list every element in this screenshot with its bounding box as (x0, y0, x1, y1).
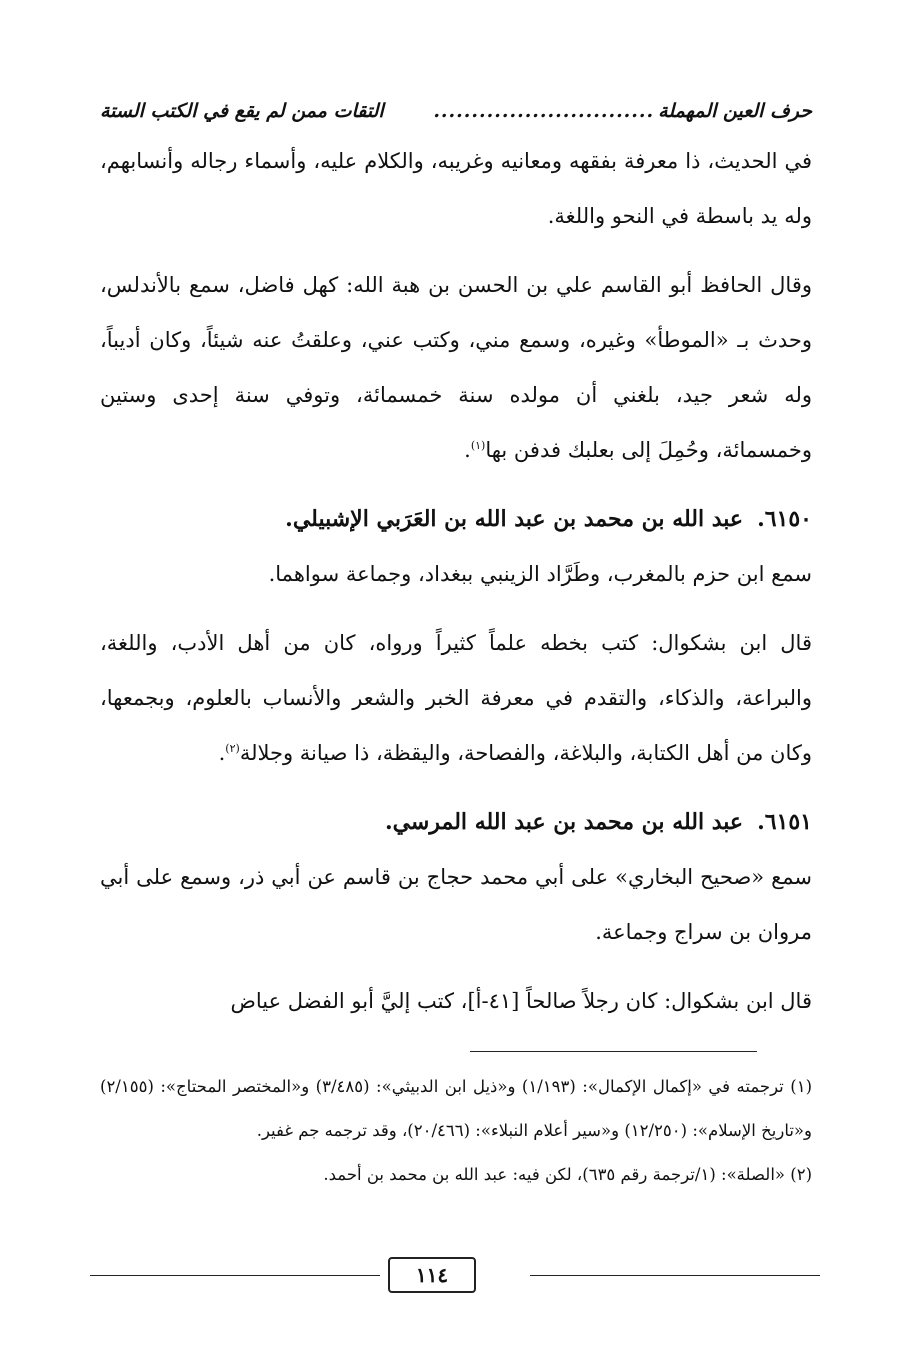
paragraph-5: سمع «صحيح البخاري» على أبي محمد حجاج بن قاسم عن أبي ذر، وسمع على أبي مروان بن سراج وجماعة. (100, 865, 812, 944)
header-dots: ............................. (433, 100, 655, 122)
running-header (100, 100, 812, 134)
footnote-1: (١) ترجمته في «إكمال الإكمال»: (١/١٩٣) و«ذيل ابن الدبيثي»: (٣/٤٨٥) و«المختصر المحتاج»: (٢/١٥٥) و«تاريخ الإسلام»: (١٢/٢٥٠) و«سير أعلام النبلاء»: (٢٠/٤٦٦)، وقد ترجمه جم غفير. (100, 1077, 812, 1140)
entry-heading-6150 (100, 492, 812, 547)
paragraph-2: وقال الحافظ أبو القاسم علي بن الحسن بن هبة الله: كهل فاضل، سمع بالأندلس، وحدث بـ «الموطأ» وغيره، وسمع مني، وكتب عني، وعلقتُ عنه شيئاً، وكان أديباً، وله شعر جيد، بلغني أن مولده سنة خمسمائة، وتوفي سنة إحدى وستين وخمسمائة، وحُمِلَ إلى بعلبك فدفن بها$^{(١)}$. (100, 273, 812, 462)
paragraph-2-text: وقال الحافظ أبو القاسم علي بن الحسن بن هبة الله: كهل فاضل، سمع بالأندلس، وحدث بـ «الموطأ» وغيره، وسمع مني، وكتب عني، وعلقتُ عنه شيئاً، وكان أديباً، وله شعر جيد، بلغني أن مولده سنة خمسمائة، وتوفي سنة إحدى وستين وخمسمائة، وحُمِلَ إلى بعلبك فدفن بها (100, 273, 812, 462)
footer-rule-right (530, 1275, 820, 1276)
entry-heading-6151 (100, 795, 812, 850)
header-book-title: التقات ممن لم يقع في الكتب الستة (100, 100, 384, 122)
entry-number: ٦١٥١. (757, 809, 812, 835)
entry-name: عبد الله بن محمد بن عبد الله المرسي. (384, 809, 744, 835)
paragraph-6: قال ابن بشكوال: كان رجلاً صالحاً [٤١-أ]، كتب إليَّ أبو الفضل عياض (230, 989, 812, 1013)
book-page (100, 100, 812, 1320)
page-number: ١١٤ (388, 1257, 476, 1293)
footer-rule-left (90, 1275, 380, 1276)
page-footer (90, 1255, 820, 1295)
footnote-ref-1[interactable]: (١) (470, 439, 486, 452)
paragraph-3: سمع ابن حزم بالمغرب، وطَرَّاد الزينبي ببغداد، وجماعة سواهما. (268, 562, 812, 586)
entry-number: ٦١٥٠. (757, 506, 812, 532)
paragraph-1: في الحديث، ذا معرفة بفقهه ومعانيه وغريبه، والكلام عليه، وأسماء رجاله وأنسابهم، وله يد باسطة في النحو واللغة. (100, 149, 812, 228)
paragraph-4: قال ابن بشكوال: كتب بخطه علماً كثيراً ورواه، كان من أهل الأدب، واللغة، والبراعة، والذكاء، والتقدم في معرفة الخبر والشعر والأنساب بالعلوم، وبجمعها، وكان من أهل الكتابة، والبلاغة، والفصاحة، واليقظة، ذا صيانة وجلالة$^{(٢)}$. (100, 631, 812, 765)
footnotes (100, 1065, 812, 1197)
paragraph-4-text: قال ابن بشكوال: كتب بخطه علماً كثيراً ورواه، كان من أهل الأدب، واللغة، والبراعة، والذكاء، والتقدم في معرفة الخبر والشعر والأنساب بالعلوم، وبجمعها، وكان من أهل الكتابة، والبلاغة، والفصاحة، واليقظة، ذا صيانة وجلالة (100, 631, 812, 765)
footnote-separator (470, 1051, 757, 1052)
footnote-ref-2[interactable]: (٢) (225, 742, 240, 755)
header-chapter-title: حرف العين المهملة (658, 100, 812, 122)
entry-name: عبد الله بن محمد بن عبد الله بن العَرَبي الإشبيلي. (285, 506, 744, 532)
main-text (100, 134, 812, 1029)
footnote-2: (٢) «الصلة»: (١/ترجمة رقم ٦٣٥)، لكن فيه: عبد الله بن محمد بن أحمد. (323, 1165, 812, 1184)
